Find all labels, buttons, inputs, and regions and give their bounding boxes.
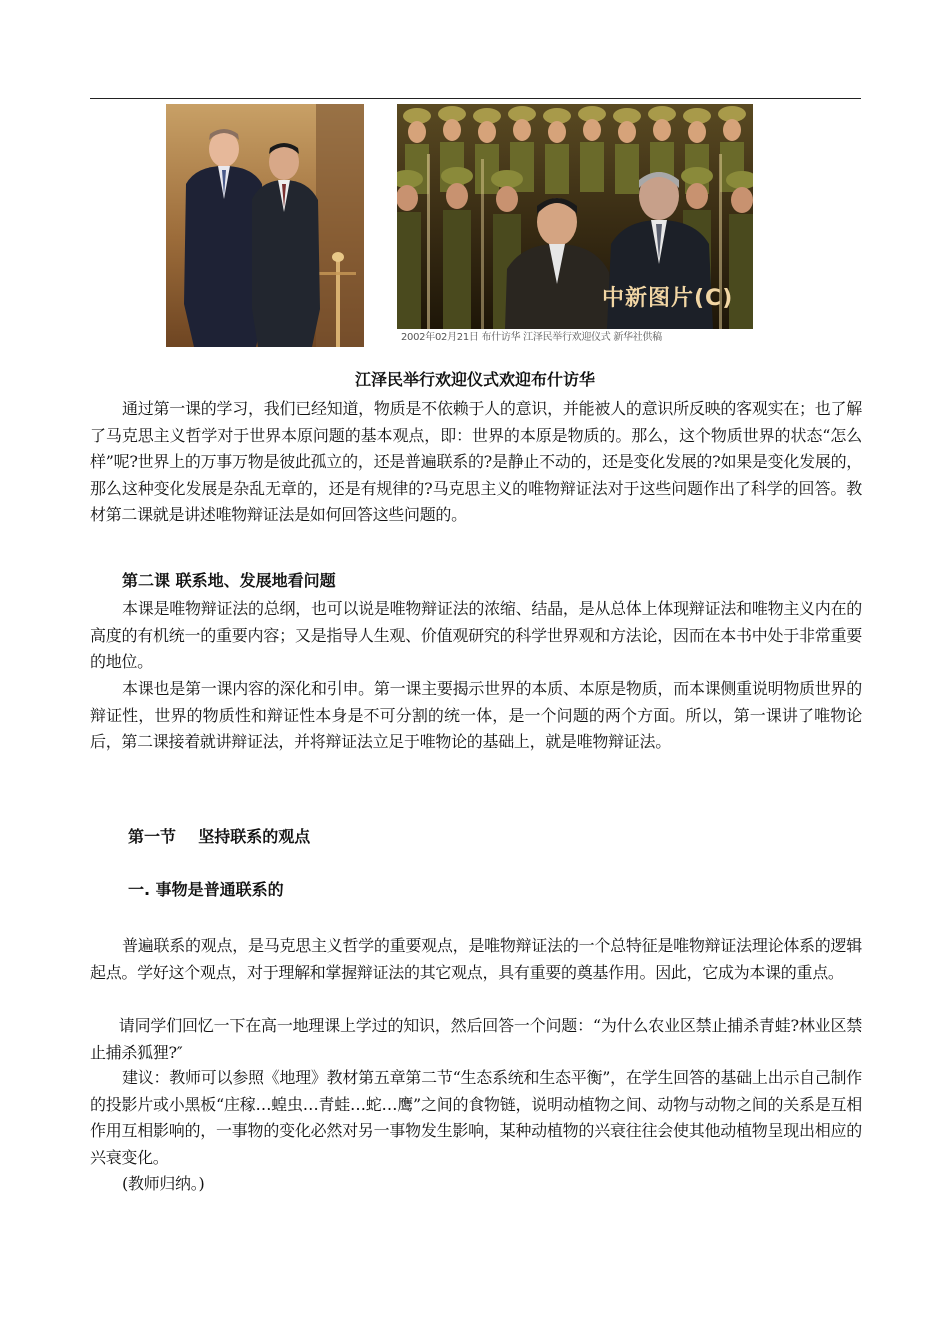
intro-paragraph: 通过第一课的学习，我们已经知道，物质是不依赖于人的意识，并能被人的意识所反映的客观实在；也了解了马克思主义哲学对于世界本原问题的基本观点，即：世界的本原是物质的。那么，这个物质世界的状态“怎么样”呢?世界上的万事万物是彼此孤立的，还是普遍联系的?是静止不动的，还是变化发展的?如果是变化发展的，那么这种变化发展是杂乱无章的，还是有规律的?马克思主义的唯物辩证法对于这些问题作出了科学的回答。教材第二课就是讲述唯物辩证法是如何回答这些问题的。: [90, 399, 862, 524]
paragraph-lesson-deepening: 本课也是第一课内容的深化和引申。第一课主要揭示世界的本质、本原是物质，而本课侧重说明物质世界的辩证性，世界的物质性和辩证性本身是不可分割的统一体，是一个问题的两个方面。所以，第一课讲了唯物论后，第二课接着就讲辩证法，并将辩证法立足于唯物论的基础上，就是唯物辩证法。: [90, 679, 862, 751]
section-title: 第一节 坚持联系的观点: [128, 827, 311, 846]
paragraph-teacher-summary: (教师归纳。): [122, 1174, 205, 1193]
paragraph-lesson-overview: 本课是唯物辩证法的总纲，也可以说是唯物辩证法的浓缩、结晶，是从总体上体现辩证法和唯物主义内在的高度的有机统一的重要内容；又是指导人生观、价值观研究的科学世界观和方法论，因而在本书中处于非常重要的地位。: [90, 599, 862, 671]
photo-leaders-standing: [166, 104, 364, 347]
photo-caption-strip: [397, 329, 753, 349]
paragraph-teaching-suggestion: 建议：教师可以参照《地理》教材第五章第二节“生态系统和生态平衡”，在学生回答的基础上出示自己制作的投影片或小黑板“庄稼…蝗虫…青蛙…蛇…鹰”之间的食物链，说明动植物之间、动物与动物之间的关系是互相作用互相影响的，一事物的变化必然对另一事物发生影响，某种动植物的兴衰往往会使其他动植物呈现出相应的兴衰变化。: [90, 1068, 862, 1167]
photo-watermark: 中新图片(C): [602, 286, 734, 311]
paragraph-universal-connection: 普遍联系的观点，是马克思主义哲学的重要观点，是唯物辩证法的一个总特征是唯物辩证法理论体系的逻辑起点。学好这个观点，对于理解和掌握辩证法的其它观点，具有重要的奠基作用。因此，它成为本课的重点。: [90, 936, 862, 982]
paragraph-geography-question: 请同学们回忆一下在高一地理课上学过的知识，然后回答一个问题：“为什么农业区禁止捕杀青蛙?林业区禁止捕杀狐狸?″: [90, 1016, 862, 1062]
header-rule: [90, 98, 861, 99]
photo-strip-text: 2002年02月21日 布什访华 江泽民举行欢迎仪式 新华社供稿: [401, 332, 662, 343]
photo-caption: 江泽民举行欢迎仪式欢迎布什访华: [354, 370, 595, 389]
subsection-title: 一. 事物是普通联系的: [128, 880, 284, 899]
lesson-title: 第二课 联系地、发展地看问题: [122, 571, 336, 590]
photo-welcome-ceremony: [397, 104, 753, 329]
